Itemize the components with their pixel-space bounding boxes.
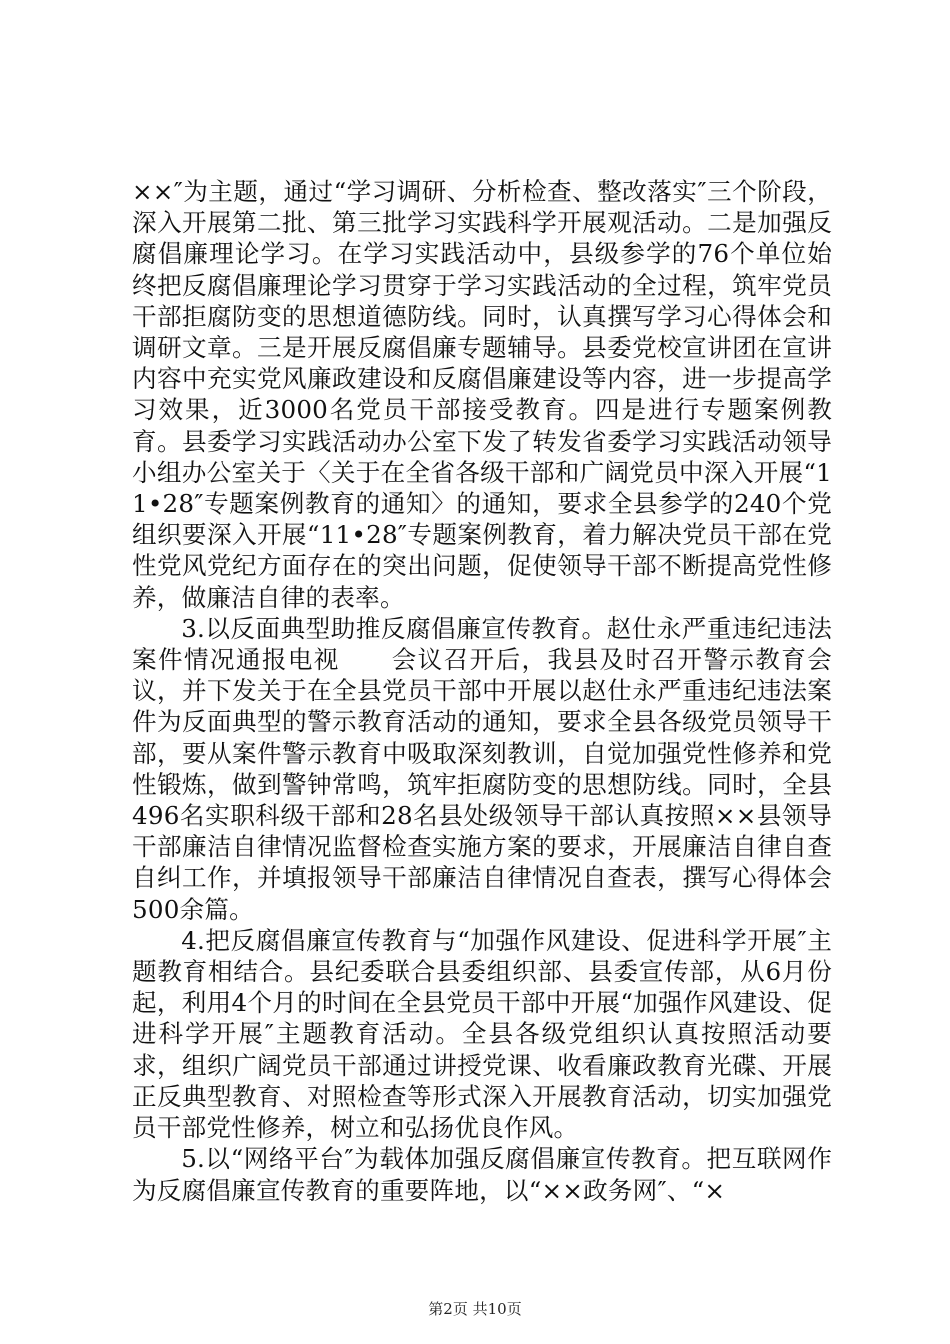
page-footer: 第2页 共10页 [428, 1300, 522, 1318]
paragraph-continuation: ××″为主题，通过“学习调研、分析检查、整改落实″三个阶段，深入开展第二批、第三批学习实践科学开展观活动。二是加强反腐倡廉理论学习。在学习实践活动中，县级参学的76个单位始终把反腐倡廉理论学习贯穿于学习实践活动的全过程，筑牢党员干部拒腐防变的思想道德防线。同时，认真撰写学习心得体会和调研文章。三是开展反腐倡廉专题辅导。县委党校宣讲团在宣讲内容中充实党风廉政建设和反腐倡廉建设等内容，进一步提高学习效果，近3000名党员干部接受教育。四是进行专题案例教育。县委学习实践活动办公室下发了转发省委学习实践活动领导小组办公室关于〈关于在全省各级干部和广阔党员中深入开展“11•28″专题案例教育的通知〉的通知，要求全县参学的240个党组织要深入开展“11•28″专题案例教育，着力解决党员干部在党性党风党纪方面存在的突出问题，促使领导干部不断提高党性修养，做廉洁自律的表率。 [132, 177, 832, 612]
document-body [132, 176, 832, 1206]
paragraph-5: 5.以“网络平台″为载体加强反腐倡廉宣传教育。把互联网作为反腐倡廉宣传教育的重要阵地，以“××政务网″、“× [132, 1144, 832, 1205]
paragraph-4: 4.把反腐倡廉宣传教育与“加强作风建设、促进科学开展″主题教育相结合。县纪委联合县委组织部、县委宣传部，从6月份起，利用4个月的时间在全县党员干部中开展“加强作风建设、促进科学开展″主题教育活动。全县各级党组织认真按照活动要求，组织广阔党员干部通过讲授党课、收看廉政教育光碟、开展正反典型教育、对照检查等形式深入开展教育活动，切实加强党员干部党性修养，树立和弘扬优良作风。 [132, 925, 832, 1143]
paragraph-3: 3.以反面典型助推反腐倡廉宣传教育。赵仕永严重违纪违法案件情况通报电视 会议召开后，我县及时召开警示教育会议，并下发关于在全县党员干部中开展以赵仕永严重违纪违法案件为反面典型的警示教育活动的通知，要求全县各级党员领导干部，要从案件警示教育中吸取深刻教训，自觉加强党性修养和党性锻炼，做到警钟常鸣，筑牢拒腐防变的思想防线。同时，全县496名实职科级干部和28名县处级领导干部认真按照××县领导干部廉洁自律情况监督检查实施方案的要求，开展廉洁自律自查自纠工作，并填报领导干部廉洁自律情况自查表，撰写心得体会500余篇。 [132, 613, 832, 924]
